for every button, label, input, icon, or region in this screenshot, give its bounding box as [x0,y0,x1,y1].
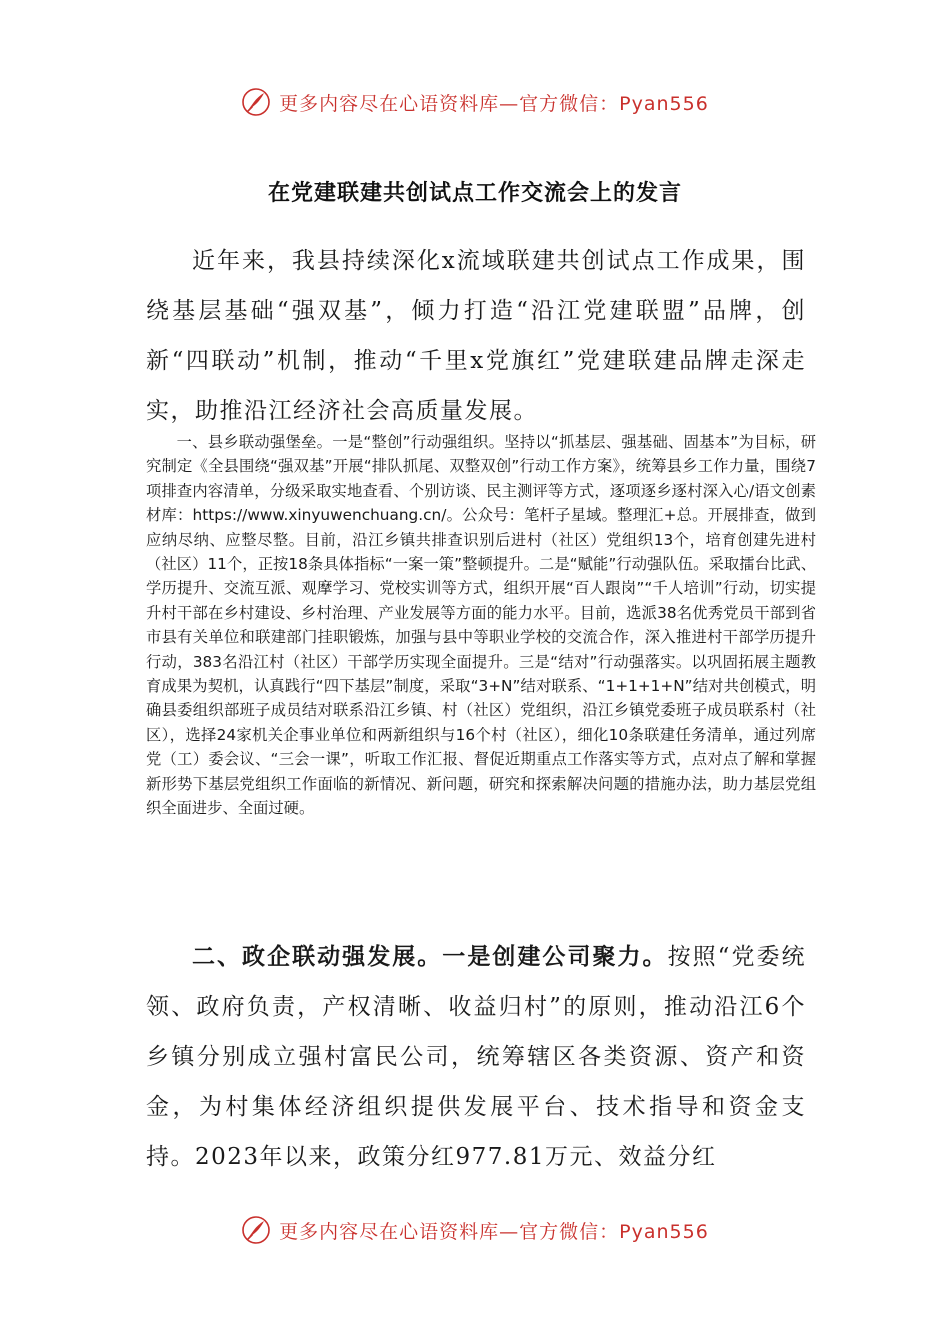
document-title: 在党建联建共创试点工作交流会上的发言 [267,180,682,206]
watermark-wechat-id: Pyan556 [619,92,709,115]
watermark-label: 更多内容尽在心语资料库—官方微信： [279,92,620,115]
section-two-body: 按照“党委统领、政府负责，产权清晰、收益归村”的原则，推动沿江6个乡镇分别成立强村富民公司，统筹辖区各类资源、资产和资金，为村集体经济组织提供发展平台、技术指导和资金支持。2023年以来，政策分红977.81万元、效益分红 [146,944,807,1170]
watermark-text [279,89,709,116]
footer-watermark [0,1210,950,1250]
header-watermark [0,82,950,122]
intro-paragraph: 近年来，我县持续深化x流域联建共创试点工作成果，围绕基层基础“强双基”，倾力打造“沿江党建联盟”品牌，创新“四联动”机制，推动“千里x党旗红”党建联建品牌走深走实，助推沿江经济社会高质量发展。 [146,248,806,424]
watermark-wechat-id: Pyan556 [619,1220,709,1243]
quill-pen-logo-icon [241,87,271,117]
watermark-label: 更多内容尽在心语资料库—官方微信： [279,1220,620,1243]
quill-pen-logo-icon [241,1215,271,1245]
watermark-text [279,1217,709,1244]
section-two-paragraph [146,932,806,1182]
section-one-paragraph: 一、县乡联动强堡垒。一是“整创”行动强组织。坚持以“抓基层、强基础、固基本”为目标，研究制定《全县围绕“强双基”开展“排队抓尾、双整双创”行动工作方案》，统筹县乡工作力量，围绕7项排查内容清单，分级采取实地查看、个别访谈、民主测评等方式，逐项逐乡逐村深入心/语文创素材库：https://www.xinyuwenchuang.cn/。公众号：笔杆子星域。整理汇+总。开展排查，做到应纳尽纳、应整尽整。目前，沿江乡镇共排查识别后进村（社区）党组织13个，培育创建先进村（社区）11个，正按18条具体指标“一案一策”整顿提升。二是“赋能”行动强队伍。采取擂台比武、学历提升、交流互派、观摩学习、党校实训等方式，组织开展“百人跟岗”“千人培训”行动，切实提升村干部在乡村建设、乡村治理、产业发展等方面的能力水平。目前，选派38名优秀党员干部到省市县有关单位和联建部门挂职锻炼，加强与县中等职业学校的交流合作，深入推进村干部学历提升行动，383名沿江村（社区）干部学历实现全面提升。三是“结对”行动强落实。以巩固拓展主题教育成果为契机，认真践行“四下基层”制度，采取“3+N”结对联系、“1+1+1+N”结对共创模式，明确县委组织部班子成员结对联系沿江乡镇、村（社区）党组织，沿江乡镇党委班子成员联系村（社区），选择24家机关企事业单位和两新组织与16个村（社区），细化10条联建任务清单，通过列席党（工）委会议、“三会一课”，听取工作汇报、督促近期重点工作落实等方式，点对点了解和掌握新形势下基层党组织工作面临的新情况、新问题，研究和探索解决问题的措施办法，助力基层党组织全面进步、全面过硬。 [146,433,816,818]
section-two-lead: 二、政企联动强发展。一是创建公司聚力。 [192,943,668,970]
